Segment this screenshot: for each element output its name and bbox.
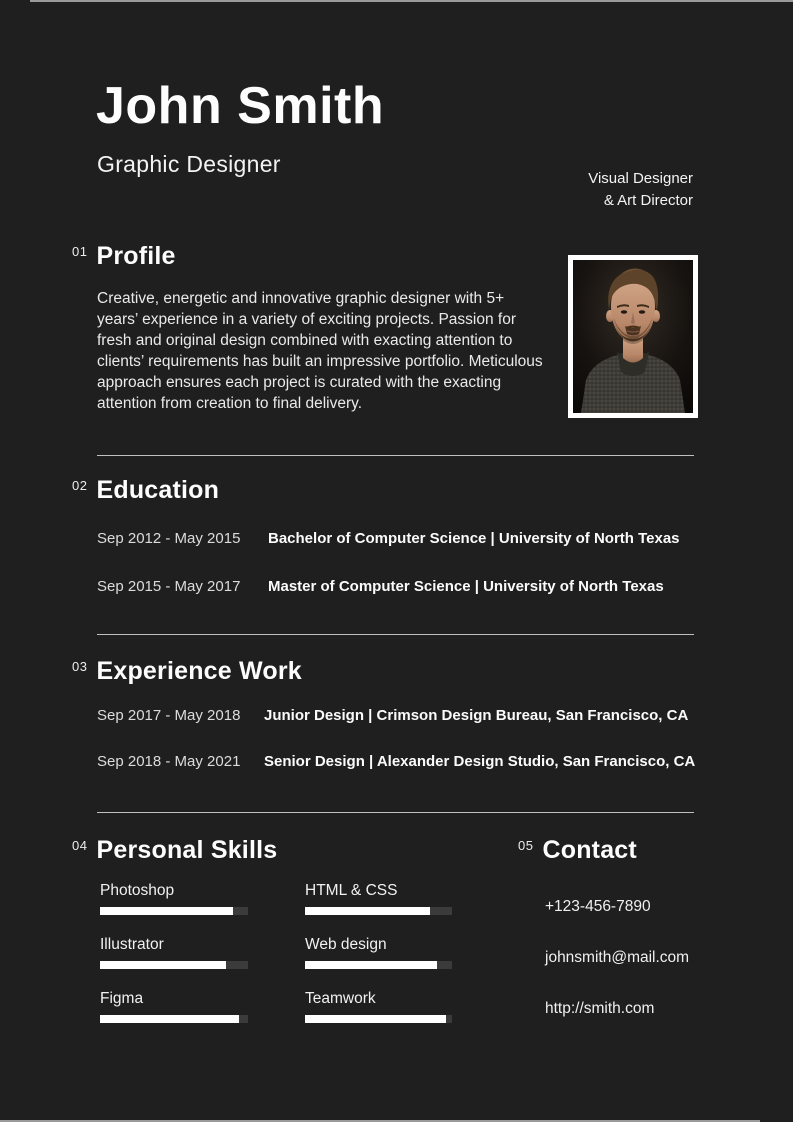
section-header-education <box>72 477 219 505</box>
section-title-skills: Personal Skills <box>96 836 278 864</box>
experience-description: Senior Design | Alexander Design Studio, San Francisco, CA <box>264 753 696 770</box>
experience-dates: Sep 2017 - May 2018 <box>97 707 241 724</box>
section-number-profile: 01 <box>72 244 88 259</box>
skill-label: HTML & CSS <box>305 882 398 899</box>
skill-label: Figma <box>100 990 144 1007</box>
skill-item <box>305 882 452 915</box>
skill-bar-track <box>100 1015 248 1023</box>
tagline-line-2: & Art Director <box>603 192 693 209</box>
skill-item <box>305 990 452 1023</box>
skill-bar-track <box>305 907 452 915</box>
portrait-photo <box>568 255 698 418</box>
section-title-profile: Profile <box>96 242 176 270</box>
skill-bar-fill <box>100 1015 239 1023</box>
skill-item <box>100 990 248 1023</box>
education-description: Bachelor of Computer Science | University of North Texas <box>268 530 680 547</box>
section-number-experience: 03 <box>72 659 88 674</box>
skill-bar-track <box>305 961 452 969</box>
divider <box>97 455 694 456</box>
education-dates: Sep 2015 - May 2017 <box>97 578 241 595</box>
skill-bar-fill <box>100 961 226 969</box>
section-number-education: 02 <box>72 478 88 493</box>
section-header-contact <box>518 837 637 865</box>
tagline-line-1: Visual Designer <box>588 170 693 187</box>
skill-bar-fill <box>100 907 233 915</box>
skill-item <box>100 882 248 915</box>
education-dates: Sep 2012 - May 2015 <box>97 530 241 547</box>
section-header-skills <box>72 837 277 865</box>
contact-phone: +123-456-7890 <box>545 898 651 915</box>
profile-paragraph: Creative, energetic and innovative graphic designer with 5+ years’ experience in a variety of exciting projects. Passion for fresh and original design combined with exacting attention to clients’ requirements has built an impressive portfolio. Meticulous approach ensures each project is curated with the exacting attention from creation to final delivery. <box>97 290 543 412</box>
experience-dates: Sep 2018 - May 2021 <box>97 753 241 770</box>
education-description: Master of Computer Science | University of North Texas <box>268 578 664 595</box>
experience-row <box>97 707 688 724</box>
section-number-contact: 05 <box>518 838 534 853</box>
section-header-profile <box>72 243 176 271</box>
skills-column-right <box>305 882 452 1044</box>
skill-label: Teamwork <box>305 990 376 1007</box>
skill-item <box>100 936 248 969</box>
skill-bar-track <box>100 907 248 915</box>
education-row <box>97 578 664 595</box>
experience-description: Junior Design | Crimson Design Bureau, San Francisco, CA <box>264 707 689 724</box>
contact-website: http://smith.com <box>545 1000 655 1017</box>
skill-label: Illustrator <box>100 936 164 953</box>
skill-bar-fill <box>305 1015 446 1023</box>
skill-label: Web design <box>305 936 387 953</box>
skill-bar-track <box>305 1015 452 1023</box>
skill-bar-fill <box>305 961 437 969</box>
section-title-experience: Experience Work <box>96 657 302 685</box>
section-header-experience <box>72 658 302 686</box>
education-row <box>97 530 680 547</box>
skills-column-left <box>100 882 248 1044</box>
section-number-skills: 04 <box>72 838 88 853</box>
portrait-photo-illustration <box>573 260 693 413</box>
skill-item <box>305 936 452 969</box>
skill-bar-track <box>100 961 248 969</box>
person-name: John Smith <box>96 77 385 135</box>
skill-label: Photoshop <box>100 882 175 899</box>
contact-list <box>545 898 689 1051</box>
contact-email: johnsmith@mail.com <box>545 949 690 966</box>
section-title-education: Education <box>96 476 220 504</box>
person-job-title: Graphic Designer <box>97 151 281 177</box>
top-edge-line <box>30 0 793 2</box>
skill-bar-fill <box>305 907 430 915</box>
divider <box>97 634 694 635</box>
experience-row <box>97 753 695 770</box>
divider <box>97 812 694 813</box>
tagline <box>588 168 693 212</box>
section-title-contact: Contact <box>542 836 637 864</box>
